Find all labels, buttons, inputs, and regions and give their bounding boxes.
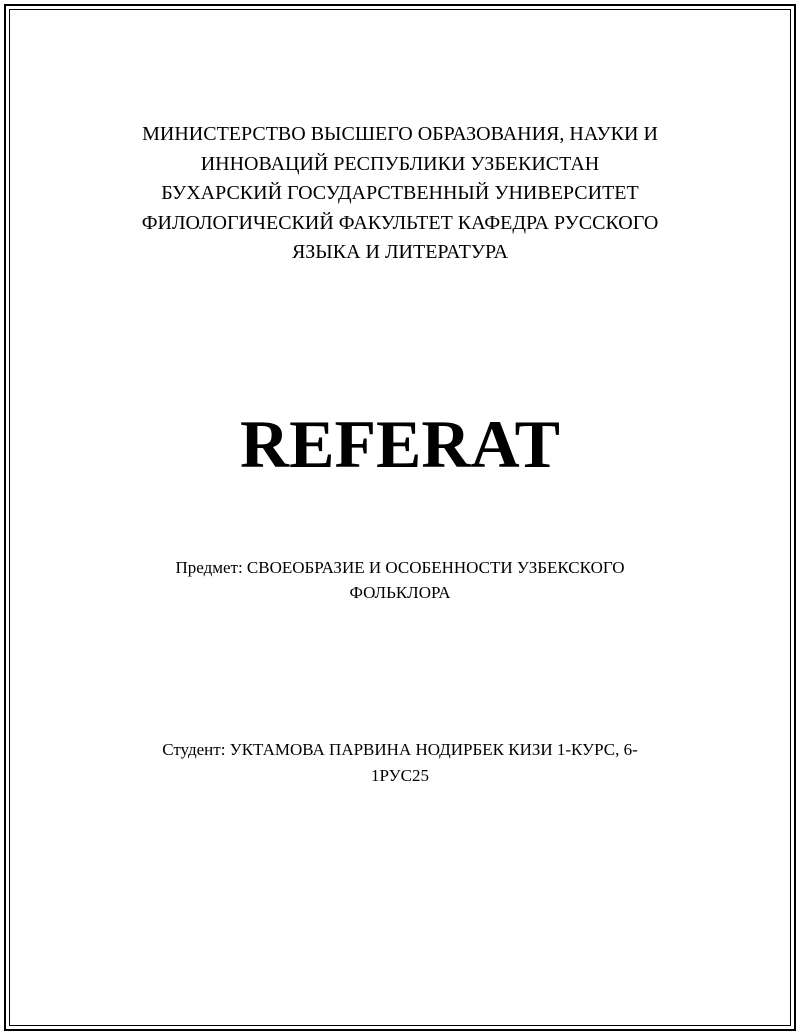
document-title: REFERAT [240,406,560,482]
subject-block [100,555,700,605]
header-line-university: БУХАРСКИЙ ГОСУДАРСТВЕННЫЙ УНИВЕРСИТЕТ [161,182,639,204]
subject-line-1: Предмет: СВОЕОБРАЗИЕ И ОСОБЕННОСТИ УЗБЕКСКОГО [175,558,625,577]
student-block [100,737,700,789]
student-line-2: 1РУС25 [371,766,429,785]
header-line-department: ЯЗЫКА И ЛИТЕРАТУРА [291,241,509,263]
institution-header [100,120,700,268]
header-line-faculty: ФИЛОЛОГИЧЕСКИЙ ФАКУЛЬТЕТ КАФЕДРА РУССКОГО [141,211,659,234]
header-line-ministry: МИНИСТЕРСТВО ВЫСШЕГО ОБРАЗОВАНИЯ, НАУКИ И [142,123,658,145]
student-line-1: Студент: УКТАМОВА ПАРВИНА НОДИРБЕК КИЗИ 1-КУРС, 6- [162,740,638,759]
subject-line-2: ФОЛЬКЛОРА [349,583,451,602]
header-line-ministry-cont: ИННОВАЦИЙ РЕСПУБЛИКИ УЗБЕКИСТАН [200,152,600,175]
